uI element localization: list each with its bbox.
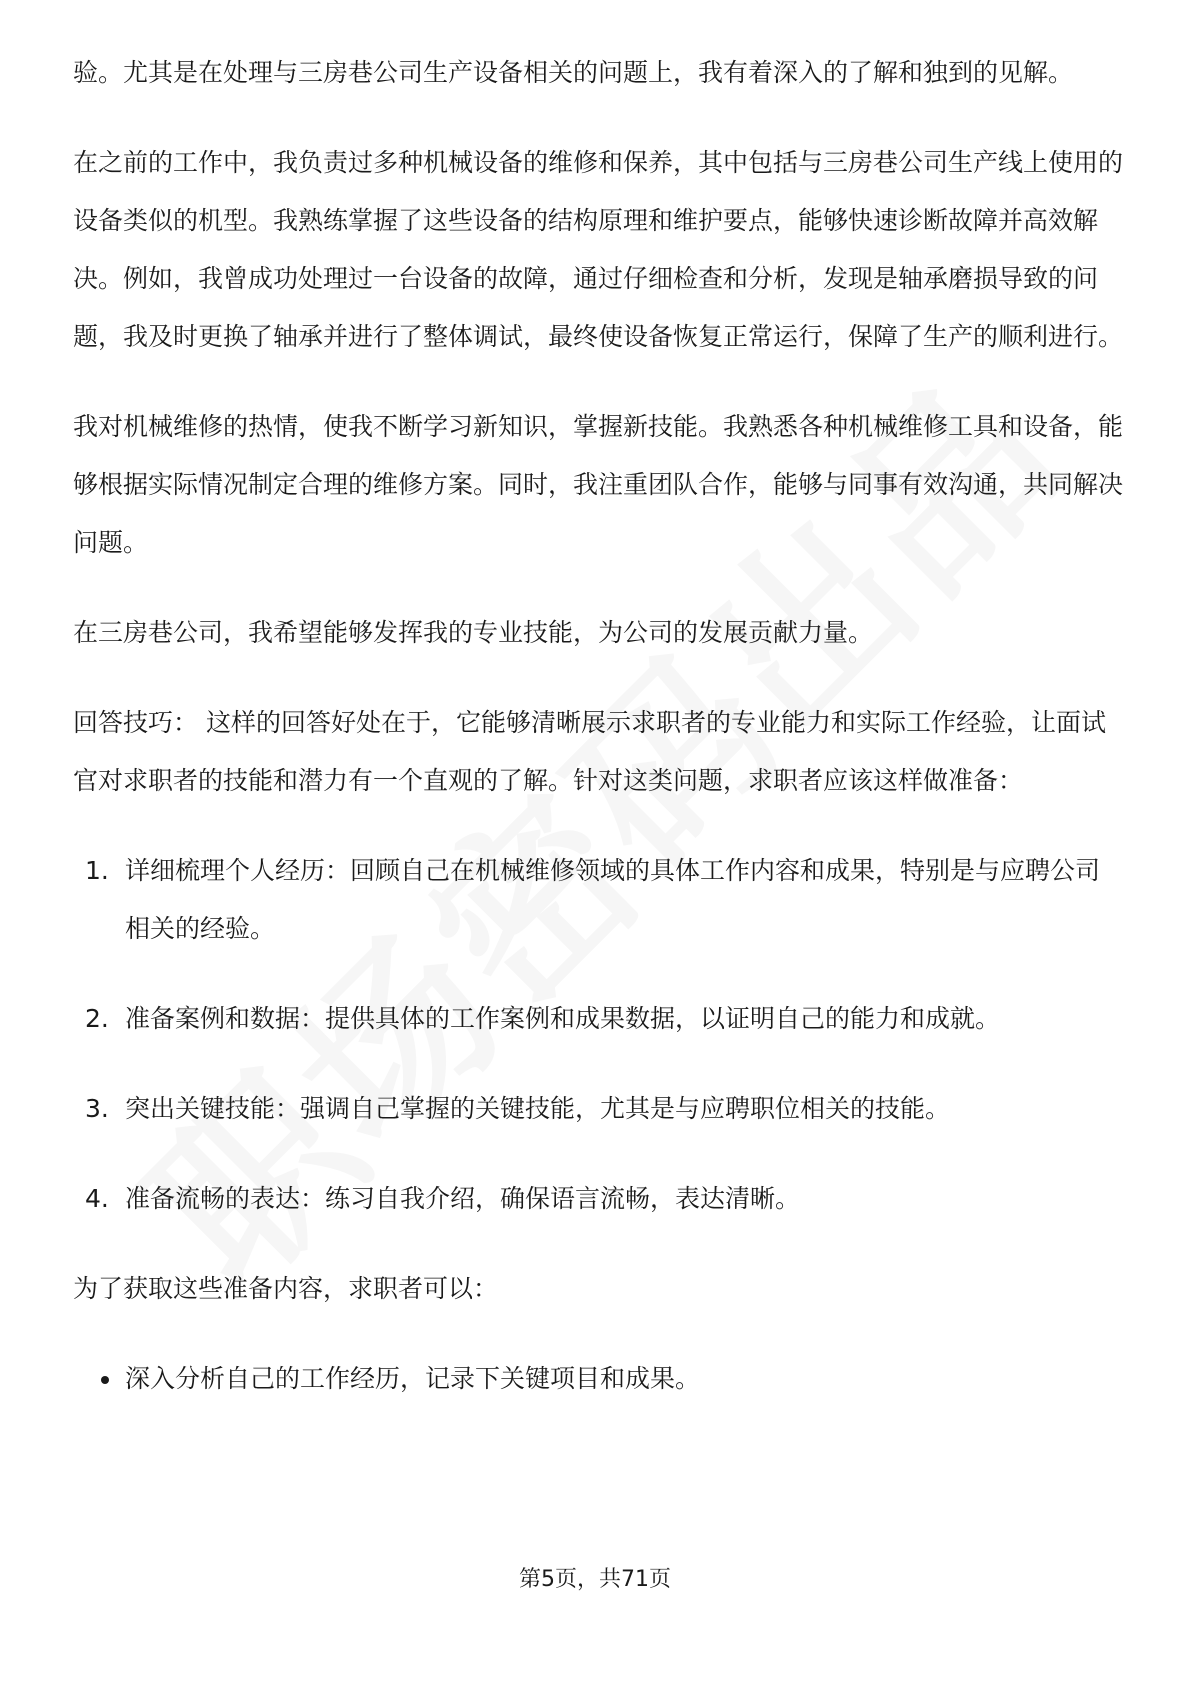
list-item xyxy=(73,1170,1123,1228)
paragraph-6: 为了获取这些准备内容，求职者可以： xyxy=(73,1274,499,1303)
answer-tips-paragraph: 回答技巧： 这样的回答好处在于，它能够清晰展示求职者的专业能力和实际工作经验，让面试官对求职者的技能和潜力有一个直观的了解。针对这类问题，求职者应该这样做准备： xyxy=(73,708,1106,795)
list-number: 2. xyxy=(85,1004,109,1033)
preparation-steps-list xyxy=(73,842,1123,1228)
paragraph-3: 我对机械维修的热情，使我不断学习新知识，掌握新技能。我熟悉各种机械维修工具和设备，能够根据实际情况制定合理的维修方案。同时，我注重团队合作，能够与同事有效沟通，共同解决问题。 xyxy=(73,412,1124,557)
list-number: 1. xyxy=(85,856,109,885)
bullet-icon xyxy=(101,1376,109,1384)
paragraph-1: 验。尤其是在处理与三房巷公司生产设备相关的问题上，我有着深入的了解和独到的见解。 xyxy=(73,58,1074,87)
list-number: 4. xyxy=(85,1184,109,1213)
list-item xyxy=(73,1350,1123,1408)
list-item-text: 准备流畅的表达：练习自我介绍，确保语言流畅，表达清晰。 xyxy=(125,1184,801,1213)
list-item-text: 深入分析自己的工作经历，记录下关键项目和成果。 xyxy=(125,1364,701,1393)
list-item-text: 准备案例和数据：提供具体的工作案例和成果数据，以证明自己的能力和成就。 xyxy=(125,1004,1001,1033)
paragraph-4: 在三房巷公司，我希望能够发挥我的专业技能，为公司的发展贡献力量。 xyxy=(73,618,874,647)
list-item-text: 突出关键技能：强调自己掌握的关键技能，尤其是与应聘职位相关的技能。 xyxy=(125,1094,951,1123)
document-body xyxy=(73,44,1123,1408)
list-item xyxy=(73,842,1123,958)
list-item xyxy=(73,990,1123,1048)
list-item xyxy=(73,1080,1123,1138)
list-item-text: 详细梳理个人经历：回顾自己在机械维修领域的具体工作内容和成果，特别是与应聘公司相关的经验。 xyxy=(125,856,1101,943)
page-number-footer: 第5页，共71页 xyxy=(519,1567,671,1592)
list-number: 3. xyxy=(85,1094,109,1123)
paragraph-2: 在之前的工作中，我负责过多种机械设备的维修和保养，其中包括与三房巷公司生产线上使用的设备类似的机型。我熟练掌握了这些设备的结构原理和维护要点，能够快速诊断故障并高效解决。例如，我曾成功处理过一台设备的故障，通过仔细检查和分析，发现是轴承磨损导致的问题，我及时更换了轴承并进行了整体调试，最终使设备恢复正常运行，保障了生产的顺利进行。 xyxy=(73,148,1124,351)
bullet-list xyxy=(73,1350,1123,1408)
